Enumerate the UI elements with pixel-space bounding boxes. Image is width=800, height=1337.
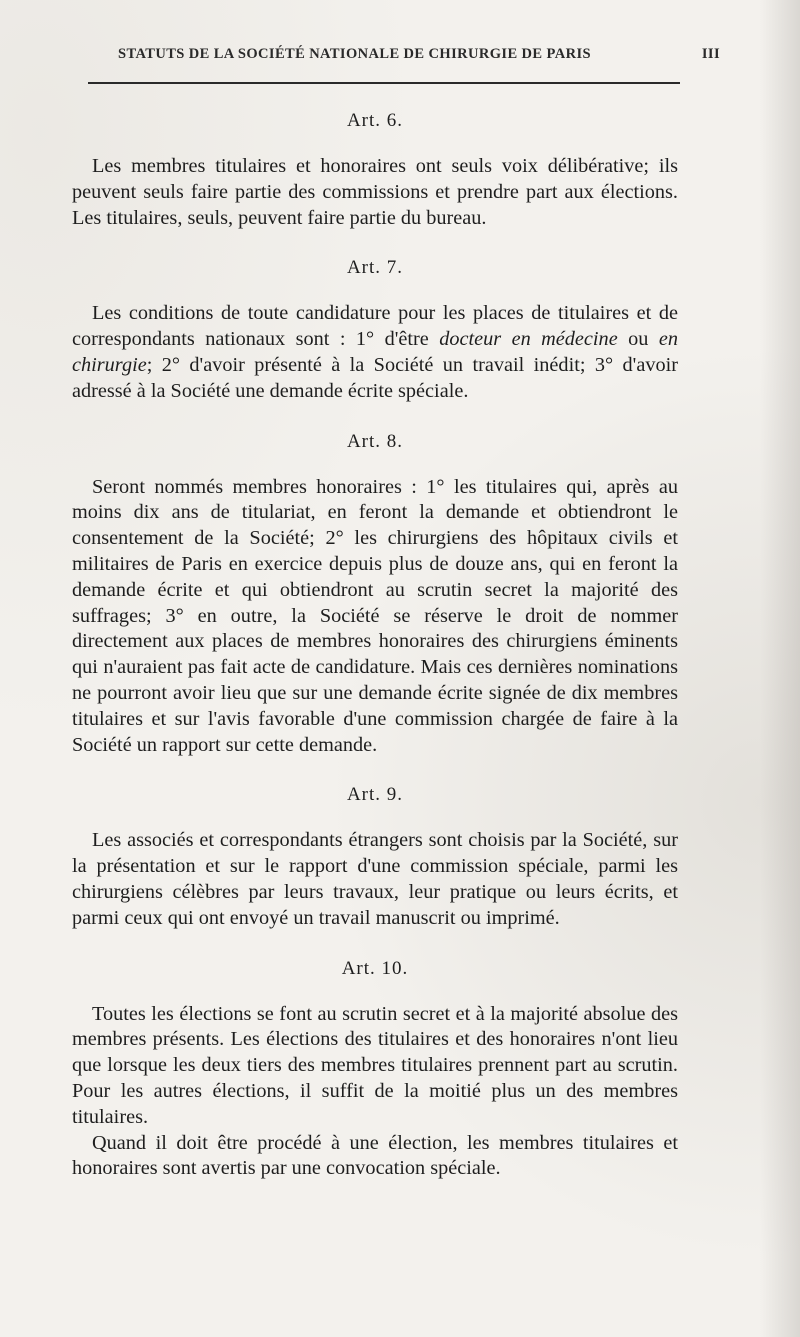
text-run: ; 2° d'avoir présenté à la Société un travail inédit; 3° d'avoir adressé à la Société une demande écrite spéciale. xyxy=(72,353,678,402)
article-paragraph: Seront nommés membres honoraires : 1° les titulaires qui, après au moins dix ans de titulariat, en feront la demande et obtiendront le consentement de la Société; 2° les chirurgiens des hôpitaux civils et militaires de Paris en exercice depuis plus de douze ans, qui en feront la demande écrite et qui obtiendront au scrutin secret la majorité des suffrages; 3° en outre, la Société se réserve le droit de nommer directement aux places de membres honoraires des chirurgiens éminents qui n'auraient pas fait acte de candidature. Mais ces dernières nominations ne pourront avoir lieu que sur une demande écrite signée de dix membres titulaires et sur l'avis favorable d'une commission chargée de faire à la Société un rapport sur cette demande. xyxy=(72,475,678,756)
italic-text: en chirurgie xyxy=(72,328,678,376)
article-paragraph: Les membres titulaires et honoraires ont seuls voix délibérative; ils peuvent seuls faire partie des commissions et prendre part aux élections. Les titulaires, seuls, peuvent faire partie du bureau. xyxy=(72,155,678,229)
running-header xyxy=(88,46,720,70)
body-text xyxy=(72,108,678,1182)
page-edge-shading xyxy=(760,0,800,1337)
article-10 xyxy=(72,956,678,1183)
article-heading: Art. 8. xyxy=(346,430,404,452)
article-heading: Art. 10. xyxy=(341,957,409,979)
header-rule xyxy=(88,82,680,84)
article-heading: Art. 9. xyxy=(346,784,404,806)
article-8 xyxy=(72,429,678,759)
article-paragraph: Les associés et correspondants étrangers sont choisis par la Société, sur la présentation et sur le rapport d'une commission spéciale, parmi les chirurgiens célèbres par leurs travaux, leur pratique ou leurs écrits, et parmi ceux qui ont envoyé un travail manuscrit ou imprimé. xyxy=(72,829,678,929)
italic-text: docteur en médecine xyxy=(439,328,618,351)
running-title: STATUTS DE LA SOCIÉTÉ NATIONALE DE CHIRURGIE DE PARIS xyxy=(118,46,591,62)
article-paragraph xyxy=(72,301,678,404)
article-6 xyxy=(72,108,678,231)
article-heading: Art. 7. xyxy=(346,257,404,279)
text-run: ou xyxy=(617,328,659,351)
text-run: Les conditions de toute candidature pour les places de titulaires et de correspondants nationaux sont : 1° d'être xyxy=(72,302,678,351)
article-paragraph: Toutes les élections se font au scrutin secret et à la majorité absolue des membres présents. Les élections des titulaires et des honoraires n'ont lieu que lorsque les deux tiers des membres titulaires prennent part au scrutin. Pour les autres élections, il suffit de la moitié plus un des membres titulaires. xyxy=(72,1002,678,1128)
page-number: III xyxy=(701,46,720,62)
article-9 xyxy=(72,782,678,931)
article-heading: Art. 6. xyxy=(346,110,404,131)
article-paragraph: Quand il doit être procédé à une élection, les membres titulaires et honoraires sont avertis par une convocation spéciale. xyxy=(72,1131,678,1180)
article-7 xyxy=(72,255,678,404)
